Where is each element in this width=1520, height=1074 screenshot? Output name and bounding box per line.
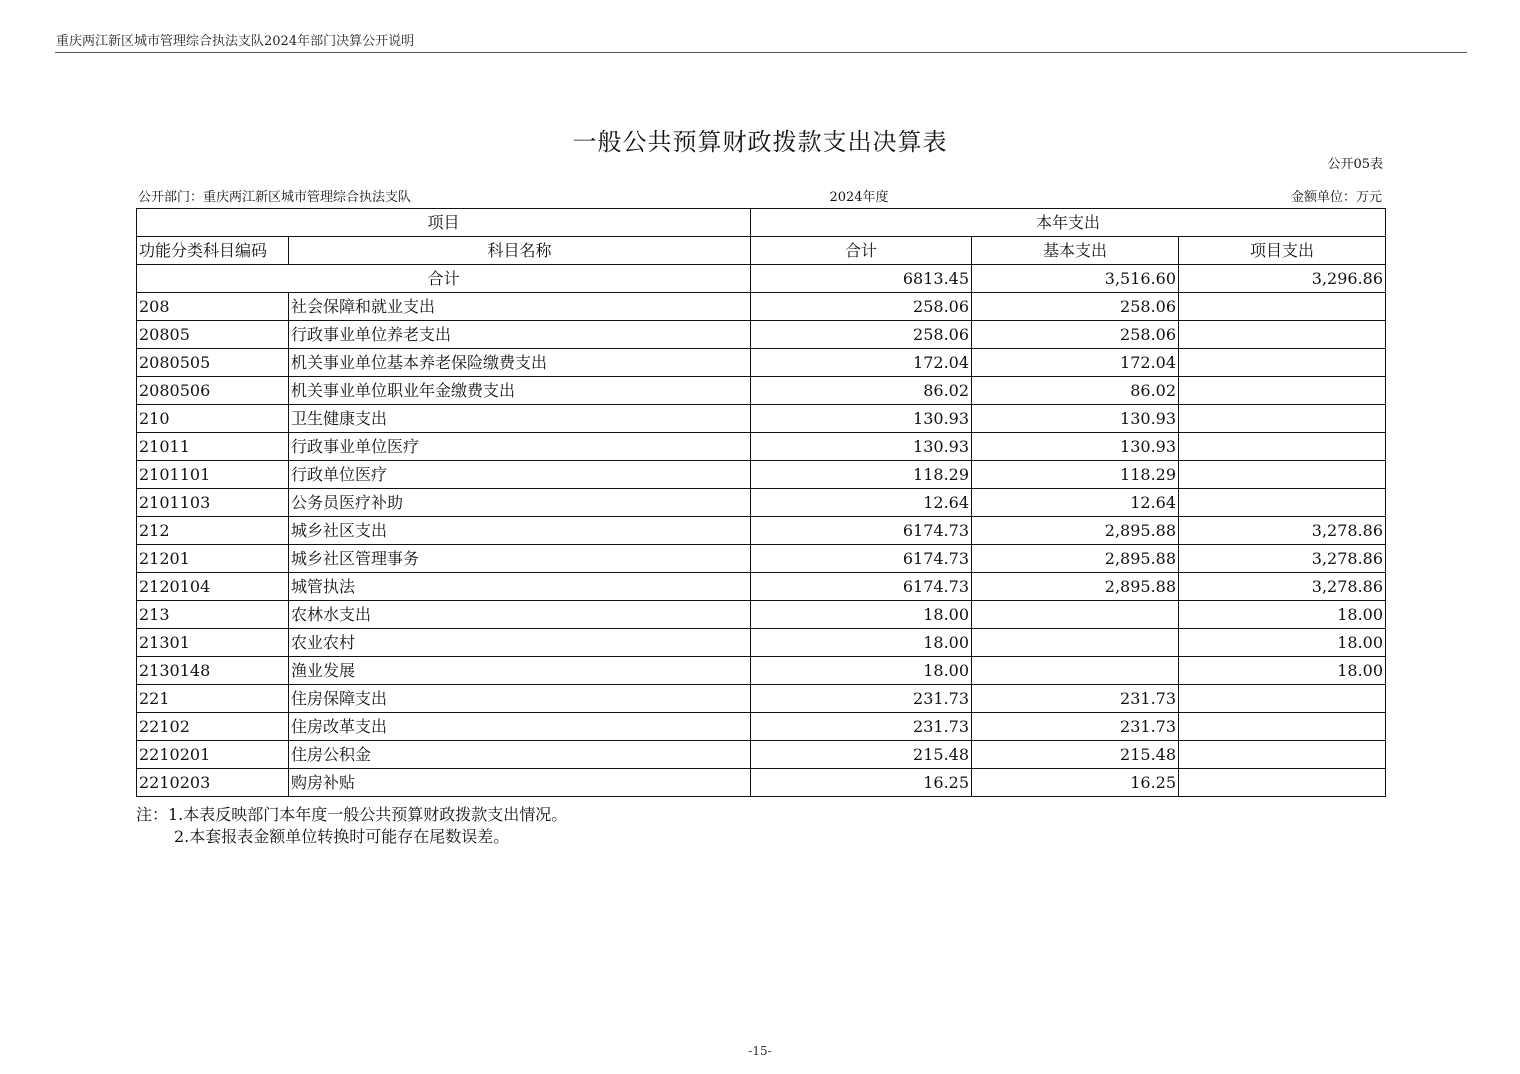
row-program <box>1179 741 1386 769</box>
row-total: 215.48 <box>751 741 972 769</box>
row-total: 18.00 <box>751 601 972 629</box>
row-code: 21011 <box>137 433 289 461</box>
total-program: 3,296.86 <box>1179 265 1386 293</box>
total-label: 合计 <box>137 265 751 293</box>
row-program <box>1179 713 1386 741</box>
row-name: 住房保障支出 <box>289 685 751 713</box>
row-basic: 258.06 <box>972 321 1179 349</box>
row-code: 2130148 <box>137 657 289 685</box>
row-program <box>1179 461 1386 489</box>
row-total: 18.00 <box>751 657 972 685</box>
table-row <box>137 517 1386 545</box>
row-total: 130.93 <box>751 405 972 433</box>
row-basic: 215.48 <box>972 741 1179 769</box>
row-name: 行政事业单位医疗 <box>289 433 751 461</box>
row-program: 18.00 <box>1179 601 1386 629</box>
total-amount: 6813.45 <box>751 265 972 293</box>
row-total: 86.02 <box>751 377 972 405</box>
row-basic: 231.73 <box>972 713 1179 741</box>
page-number: -15- <box>748 1044 772 1058</box>
row-name: 住房公积金 <box>289 741 751 769</box>
row-program <box>1179 489 1386 517</box>
table-row <box>137 461 1386 489</box>
row-total: 6174.73 <box>751 573 972 601</box>
row-basic: 130.93 <box>972 433 1179 461</box>
row-total: 231.73 <box>751 713 972 741</box>
row-total: 12.64 <box>751 489 972 517</box>
note-2: 2.本套报表金额单位转换时可能存在尾数误差。 <box>174 827 510 846</box>
row-code: 2080506 <box>137 377 289 405</box>
table-row <box>137 769 1386 797</box>
row-basic: 16.25 <box>972 769 1179 797</box>
row-program: 18.00 <box>1179 629 1386 657</box>
note-1: 注：1.本表反映部门本年度一般公共预算财政拨款支出情况。 <box>136 805 568 824</box>
row-code: 2101103 <box>137 489 289 517</box>
row-total: 172.04 <box>751 349 972 377</box>
row-basic: 130.93 <box>972 405 1179 433</box>
table-row <box>137 321 1386 349</box>
row-program <box>1179 769 1386 797</box>
table-row <box>137 349 1386 377</box>
row-code: 212 <box>137 517 289 545</box>
header-row-2 <box>137 237 1386 265</box>
total-row <box>137 265 1386 293</box>
page-title: 一般公共预算财政拨款支出决算表 <box>572 128 948 156</box>
row-name: 行政事业单位养老支出 <box>289 321 751 349</box>
row-program: 18.00 <box>1179 657 1386 685</box>
row-code: 21301 <box>137 629 289 657</box>
row-basic <box>972 657 1179 685</box>
row-code: 2080505 <box>137 349 289 377</box>
row-basic: 231.73 <box>972 685 1179 713</box>
row-basic <box>972 601 1179 629</box>
table-row <box>137 601 1386 629</box>
row-total: 130.93 <box>751 433 972 461</box>
table-row <box>137 433 1386 461</box>
table-notes <box>136 804 567 848</box>
row-code: 213 <box>137 601 289 629</box>
row-basic: 118.29 <box>972 461 1179 489</box>
row-code: 2210201 <box>137 741 289 769</box>
document-header: 重庆两江新区城市管理综合执法支队2024年部门决算公开说明 <box>56 34 415 49</box>
row-program <box>1179 405 1386 433</box>
total-basic: 3,516.60 <box>972 265 1179 293</box>
header-program: 项目支出 <box>1179 237 1386 265</box>
table-row <box>137 573 1386 601</box>
table-row <box>137 489 1386 517</box>
table-row <box>137 657 1386 685</box>
row-program <box>1179 433 1386 461</box>
row-name: 卫生健康支出 <box>289 405 751 433</box>
row-basic <box>972 629 1179 657</box>
row-basic: 12.64 <box>972 489 1179 517</box>
row-code: 2210203 <box>137 769 289 797</box>
row-name: 住房改革支出 <box>289 713 751 741</box>
header-divider <box>55 52 1467 53</box>
row-name: 购房补贴 <box>289 769 751 797</box>
row-total: 231.73 <box>751 685 972 713</box>
row-code: 208 <box>137 293 289 321</box>
amount-unit: 金额单位：万元 <box>1290 190 1382 205</box>
header-current-year: 本年支出 <box>751 209 1386 237</box>
row-total: 6174.73 <box>751 545 972 573</box>
row-name: 城管执法 <box>289 573 751 601</box>
expenditure-table <box>136 208 1386 797</box>
row-name: 城乡社区支出 <box>289 517 751 545</box>
table-row <box>137 629 1386 657</box>
row-code: 22102 <box>137 713 289 741</box>
row-name: 城乡社区管理事务 <box>289 545 751 573</box>
header-name: 科目名称 <box>289 237 751 265</box>
row-basic: 2,895.88 <box>972 545 1179 573</box>
table-row <box>137 713 1386 741</box>
row-basic: 86.02 <box>972 377 1179 405</box>
row-total: 18.00 <box>751 629 972 657</box>
row-total: 6174.73 <box>751 517 972 545</box>
row-total: 258.06 <box>751 321 972 349</box>
row-program <box>1179 349 1386 377</box>
row-program: 3,278.86 <box>1179 573 1386 601</box>
row-name: 农业农村 <box>289 629 751 657</box>
table-row <box>137 405 1386 433</box>
row-total: 16.25 <box>751 769 972 797</box>
row-code: 2101101 <box>137 461 289 489</box>
header-total: 合计 <box>751 237 972 265</box>
table-row <box>137 741 1386 769</box>
row-program <box>1179 685 1386 713</box>
header-basic: 基本支出 <box>972 237 1179 265</box>
row-program <box>1179 321 1386 349</box>
row-name: 机关事业单位基本养老保险缴费支出 <box>289 349 751 377</box>
row-name: 渔业发展 <box>289 657 751 685</box>
row-program <box>1179 293 1386 321</box>
department-label: 公开部门：重庆两江新区城市管理综合执法支队 <box>138 190 412 205</box>
row-program <box>1179 377 1386 405</box>
row-program: 3,278.86 <box>1179 517 1386 545</box>
row-code: 210 <box>137 405 289 433</box>
row-basic: 172.04 <box>972 349 1179 377</box>
header-row-1 <box>137 209 1386 237</box>
row-basic: 258.06 <box>972 293 1179 321</box>
header-project: 项目 <box>137 209 751 237</box>
row-total: 118.29 <box>751 461 972 489</box>
row-code: 21201 <box>137 545 289 573</box>
row-code: 2120104 <box>137 573 289 601</box>
header-code: 功能分类科目编码 <box>137 237 289 265</box>
table-row <box>137 685 1386 713</box>
row-basic: 2,895.88 <box>972 517 1179 545</box>
table-row <box>137 293 1386 321</box>
table-row <box>137 545 1386 573</box>
row-name: 行政单位医疗 <box>289 461 751 489</box>
row-name: 公务员医疗补助 <box>289 489 751 517</box>
fiscal-year: 2024年度 <box>829 190 889 205</box>
row-code: 221 <box>137 685 289 713</box>
row-basic: 2,895.88 <box>972 573 1179 601</box>
row-name: 农林水支出 <box>289 601 751 629</box>
table-code: 公开05表 <box>1327 157 1383 172</box>
table-meta <box>136 186 1384 206</box>
row-program: 3,278.86 <box>1179 545 1386 573</box>
row-name: 社会保障和就业支出 <box>289 293 751 321</box>
row-total: 258.06 <box>751 293 972 321</box>
row-code: 20805 <box>137 321 289 349</box>
row-name: 机关事业单位职业年金缴费支出 <box>289 377 751 405</box>
table-row <box>137 377 1386 405</box>
